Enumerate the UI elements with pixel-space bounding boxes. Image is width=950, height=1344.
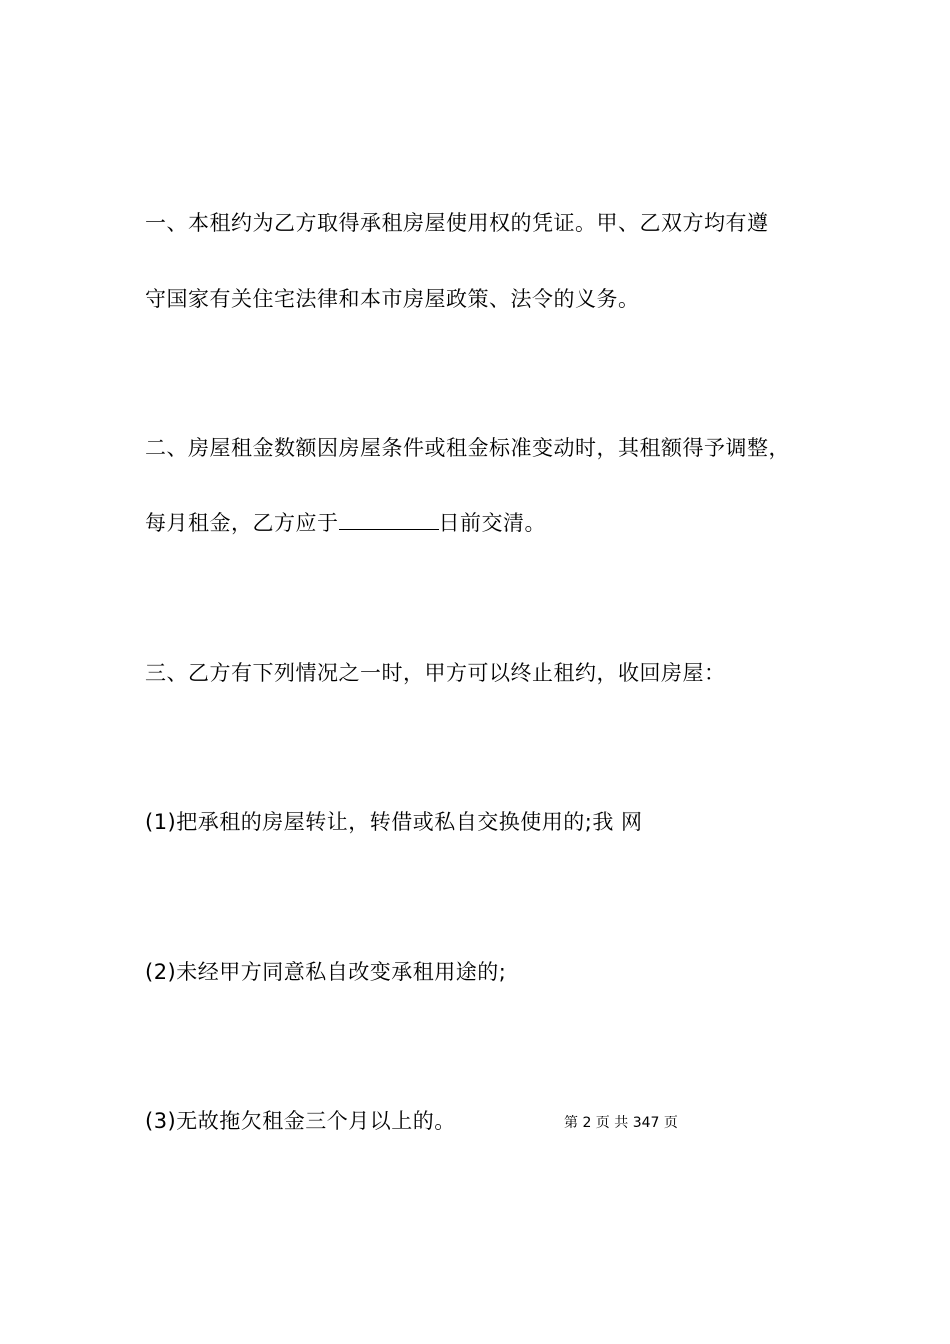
clause-2-line-2 <box>145 509 546 537</box>
clause-3-item-2: (2)未经甲方同意私自改变承租用途的; <box>145 960 507 984</box>
clause-3-item-1: (1)把承租的房屋转让，转借或私自交换使用的;我 网 <box>145 810 643 834</box>
clause-3-item-3: (3)无故拖欠租金三个月以上的。 <box>145 1109 456 1133</box>
clause-1-line-1: 一、本租约为乙方取得承租房屋使用权的凭证。甲、乙双方均有遵 <box>145 211 769 235</box>
clause-1-line-2: 守国家有关住宅法律和本市房屋政策、法令的义务。 <box>145 287 640 311</box>
clause-2-line-1: 二、房屋租金数额因房屋条件或租金标准变动时，其租额得予调整， <box>145 436 790 460</box>
clause-2-line-2-suffix: 日前交清。 <box>438 511 546 535</box>
fill-in-blank <box>339 509 439 530</box>
page-number: 第 2 页 共 347 页 <box>564 1115 678 1131</box>
clause-2-line-2-prefix: 每月租金，乙方应于 <box>145 511 339 535</box>
clause-3-heading: 三、乙方有下列情况之一时，甲方可以终止租约，收回房屋： <box>145 661 726 685</box>
